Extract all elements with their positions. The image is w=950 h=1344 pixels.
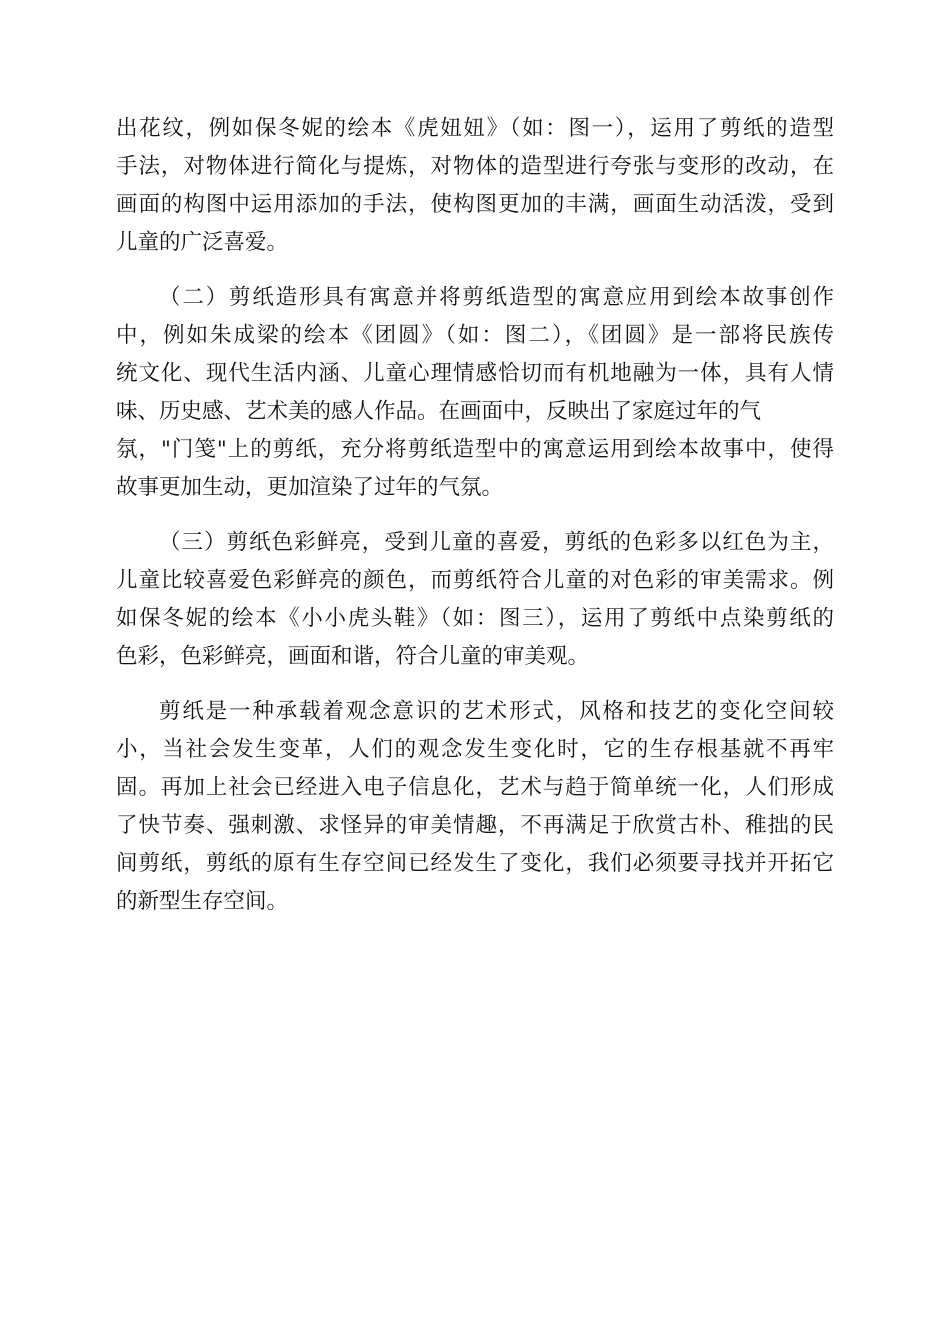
paragraph-line: 味、历史感、艺术美的感人作品。在画面中，反映出了家庭过年的气: [116, 399, 762, 424]
paragraph-1: [116, 110, 834, 262]
paragraph-line: 小，当社会发生变革，人们的观念发生变化时，它的生存根基就不再牢: [116, 737, 834, 762]
paragraph-line: 色彩，色彩鲜亮，画面和谐，符合儿童的审美观。: [116, 644, 590, 669]
paragraph-line: 的新型生存空间。: [116, 889, 289, 914]
paragraph-line: 出花纹，例如保冬妮的绘本《虎妞妞》（如：图一），运用了剪纸的造型: [116, 116, 834, 141]
paragraph-line: （三）剪纸色彩鲜亮，受到儿童的喜爱，剪纸的色彩多以红色为主，: [159, 530, 834, 555]
paragraph-line: 统文化、现代生活内涵、儿童心理情感恰切而有机地融为一体，具有人情: [116, 361, 834, 386]
paragraph-line: （二）剪纸造形具有寓意并将剪纸造型的寓意应用到绘本故事创作: [159, 285, 834, 310]
paragraph-line: 剪纸是一种承载着观念意识的艺术形式，风格和技艺的变化空间较: [159, 699, 834, 724]
paragraph-2: [116, 279, 834, 507]
paragraph-4: [116, 693, 834, 921]
paragraph-line: 如保冬妮的绘本《小小虎头鞋》（如：图三），运用了剪纸中点染剪纸的: [116, 606, 834, 631]
paragraph-line: 儿童的广泛喜爱。: [116, 230, 289, 255]
paragraph-line: 画面的构图中运用添加的手法，使构图更加的丰满，画面生动活泼，受到: [116, 192, 834, 217]
paragraph-line: 故事更加生动，更加渲染了过年的气氛。: [116, 475, 504, 500]
paragraph-line: 中，例如朱成梁的绘本《团圆》（如：图二），《团圆》是一部将民族传: [116, 323, 834, 348]
paragraph-line: 固。再加上社会已经进入电子信息化，艺术与趋于简单统一化，人们形成: [116, 775, 834, 800]
paragraph-line: 手法，对物体进行简化与提炼，对物体的造型进行夸张与变形的改动，在: [116, 154, 834, 179]
paragraph-line: 了快节奏、强刺激、求怪异的审美情趣，不再满足于欣赏古朴、稚拙的民: [116, 813, 834, 838]
paragraph-line: 氛，"门笺"上的剪纸，充分将剪纸造型中的寓意运用到绘本故事中，使得: [116, 437, 834, 462]
paragraph-line: 儿童比较喜爱色彩鲜亮的颜色，而剪纸符合儿童的对色彩的审美需求。例: [116, 568, 834, 593]
paragraph-line: 间剪纸，剪纸的原有生存空间已经发生了变化，我们必须要寻找并开拓它: [116, 851, 834, 876]
paragraph-3: [116, 524, 834, 676]
